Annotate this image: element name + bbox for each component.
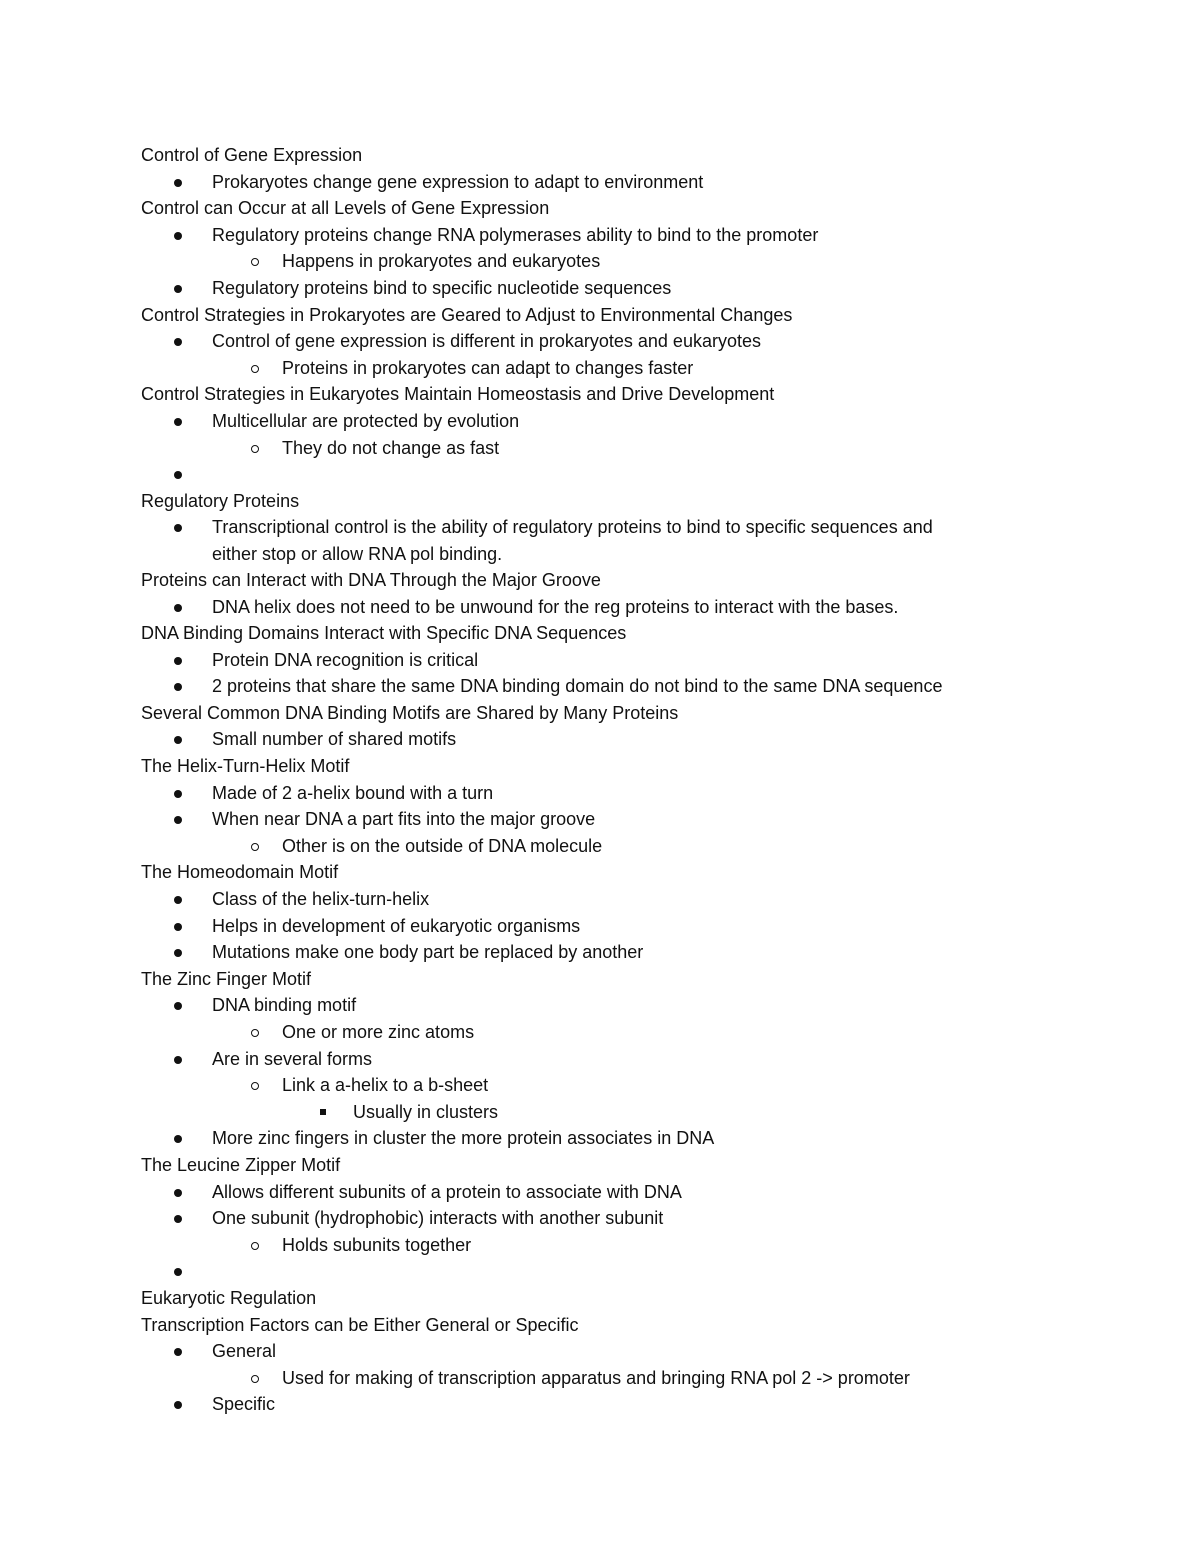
hollow-bullet-icon: [251, 258, 259, 266]
heading-text: DNA Binding Domains Interact with Specific DNA Sequences: [141, 623, 627, 644]
section-heading: [141, 1285, 1151, 1312]
bullet-item: [141, 1258, 1151, 1285]
bullet-text: Link a a-helix to a b-sheet: [282, 1075, 489, 1096]
bullet-item: [141, 1179, 1151, 1206]
bullet-item: [141, 833, 1151, 860]
bullet-text: DNA binding motif: [212, 995, 357, 1016]
bullet-text: Helps in development of eukaryotic organisms: [212, 915, 581, 936]
bullet-text: Regulatory proteins change RNA polymerases ability to bind to the promoter: [212, 224, 819, 245]
filled-bullet-icon: [174, 604, 182, 612]
bullet-item: [141, 1072, 1151, 1099]
section-heading: [141, 381, 1151, 408]
bullet-item: [141, 461, 1151, 488]
bullet-item: [141, 514, 1151, 541]
bullet-item: [141, 1046, 1151, 1073]
bullet-item: [141, 594, 1151, 621]
bullet-text: Prokaryotes change gene expression to adapt to environment: [212, 171, 704, 192]
filled-bullet-icon: [174, 683, 182, 691]
filled-bullet-icon: [174, 896, 182, 904]
section-heading: [141, 1152, 1151, 1179]
bullet-text: When near DNA a part fits into the major groove: [212, 809, 596, 830]
filled-bullet-icon: [174, 179, 182, 187]
bullet-text: Happens in prokaryotes and eukaryotes: [282, 251, 601, 272]
bullet-text: Control of gene expression is different in prokaryotes and eukaryotes: [212, 331, 761, 352]
section-heading: [141, 1312, 1151, 1339]
bullet-item: [141, 1391, 1151, 1418]
bullet-text: One subunit (hydrophobic) interacts with another subunit: [212, 1208, 664, 1229]
bullet-item: [141, 355, 1151, 382]
filled-bullet-icon: [174, 1056, 182, 1064]
filled-bullet-icon: [174, 657, 182, 665]
document-body: [141, 142, 1151, 1418]
bullet-text: Specific: [212, 1394, 276, 1415]
bullet-text: General: [212, 1341, 277, 1362]
bullet-item: [141, 939, 1151, 966]
heading-text: Control Strategies in Eukaryotes Maintain Homeostasis and Drive Development: [141, 384, 775, 405]
filled-bullet-icon: [174, 923, 182, 931]
bullet-item: [141, 408, 1151, 435]
bullet-text: Usually in clusters: [353, 1101, 499, 1122]
section-heading: [141, 142, 1151, 169]
filled-bullet-icon: [174, 1401, 182, 1409]
filled-bullet-icon: [174, 1268, 182, 1276]
bullet-text: Holds subunits together: [282, 1234, 472, 1255]
section-heading: [141, 195, 1151, 222]
hollow-bullet-icon: [251, 843, 259, 851]
bullet-text: 2 proteins that share the same DNA binding domain do not bind to the same DNA sequence: [212, 676, 943, 697]
bullet-item: [141, 169, 1151, 196]
heading-text: Proteins can Interact with DNA Through the Major Groove: [141, 569, 601, 590]
bullet-item: [141, 806, 1151, 833]
section-heading: [141, 567, 1151, 594]
heading-text: The Helix-Turn-Helix Motif: [141, 756, 350, 777]
filled-bullet-icon: [174, 1189, 182, 1197]
heading-text: Transcription Factors can be Either General or Specific: [141, 1314, 579, 1335]
filled-bullet-icon: [174, 418, 182, 426]
section-heading: [141, 302, 1151, 329]
bullet-item: [141, 1099, 1151, 1126]
bullet-item: [141, 328, 1151, 355]
bullet-item: [141, 886, 1151, 913]
filled-bullet-icon: [174, 471, 182, 479]
bullet-item: [141, 1232, 1151, 1259]
bullet-item: [141, 913, 1151, 940]
bullet-item: [141, 248, 1151, 275]
hollow-bullet-icon: [251, 1082, 259, 1090]
bullet-text: More zinc fingers in cluster the more protein associates in DNA: [212, 1128, 715, 1149]
hollow-bullet-icon: [251, 445, 259, 453]
hollow-bullet-icon: [251, 1375, 259, 1383]
bullet-item: [141, 275, 1151, 302]
bullet-text: Multicellular are protected by evolution: [212, 410, 520, 431]
section-heading: [141, 620, 1151, 647]
filled-bullet-icon: [174, 1002, 182, 1010]
bullet-text: They do not change as fast: [282, 437, 500, 458]
section-heading: [141, 753, 1151, 780]
hollow-bullet-icon: [251, 1242, 259, 1250]
heading-text: Control Strategies in Prokaryotes are Geared to Adjust to Environmental Changes: [141, 304, 793, 325]
bullet-item: [141, 780, 1151, 807]
bullet-item: [141, 726, 1151, 753]
filled-bullet-icon: [174, 1348, 182, 1356]
filled-bullet-icon: [174, 1135, 182, 1143]
bullet-item: [141, 992, 1151, 1019]
heading-text: Several Common DNA Binding Motifs are Shared by Many Proteins: [141, 702, 679, 723]
filled-bullet-icon: [174, 285, 182, 293]
bullet-item: [141, 1338, 1151, 1365]
heading-text: The Leucine Zipper Motif: [141, 1154, 341, 1175]
bullet-text: Transcriptional control is the ability of regulatory proteins to bind to specific sequences and: [212, 517, 933, 538]
bullet-text: Are in several forms: [212, 1048, 373, 1069]
square-bullet-icon: [320, 1109, 326, 1115]
hollow-bullet-icon: [251, 1029, 259, 1037]
bullet-item: [141, 222, 1151, 249]
bullet-item: [141, 435, 1151, 462]
bullet-text: Made of 2 a-helix bound with a turn: [212, 782, 494, 803]
bullet-item: [141, 1125, 1151, 1152]
filled-bullet-icon: [174, 232, 182, 240]
section-heading: [141, 488, 1151, 515]
filled-bullet-icon: [174, 338, 182, 346]
bullet-text: Class of the helix-turn-helix: [212, 889, 430, 910]
filled-bullet-icon: [174, 949, 182, 957]
bullet-text: Other is on the outside of DNA molecule: [282, 835, 603, 856]
heading-text: Control of Gene Expression: [141, 145, 363, 165]
heading-text: The Zinc Finger Motif: [141, 968, 312, 989]
filled-bullet-icon: [174, 816, 182, 824]
bullet-text: Proteins in prokaryotes can adapt to changes faster: [282, 357, 694, 378]
bullet-text: either stop or allow RNA pol binding.: [212, 543, 503, 564]
bullet-text: One or more zinc atoms: [282, 1022, 475, 1042]
bullet-item: [141, 1365, 1151, 1392]
bullet-item: [141, 541, 1151, 567]
section-heading: [141, 700, 1151, 727]
section-heading: [141, 859, 1151, 886]
heading-text: The Homeodomain Motif: [141, 862, 339, 883]
bullet-text: DNA helix does not need to be unwound for the reg proteins to interact with the bases.: [212, 596, 899, 617]
heading-text: Regulatory Proteins: [141, 490, 300, 511]
bullet-item: [141, 673, 1151, 700]
section-heading: [141, 966, 1151, 993]
filled-bullet-icon: [174, 524, 182, 532]
heading-text: Control can Occur at all Levels of Gene Expression: [141, 198, 550, 219]
filled-bullet-icon: [174, 736, 182, 744]
hollow-bullet-icon: [251, 365, 259, 373]
bullet-item: [141, 1019, 1151, 1046]
heading-text: Eukaryotic Regulation: [141, 1287, 317, 1308]
filled-bullet-icon: [174, 790, 182, 798]
bullet-text: Small number of shared motifs: [212, 729, 457, 750]
bullet-text: Regulatory proteins bind to specific nucleotide sequences: [212, 277, 672, 298]
bullet-text: Allows different subunits of a protein to associate with DNA: [212, 1181, 682, 1202]
bullet-text: Protein DNA recognition is critical: [212, 649, 479, 670]
bullet-text: Mutations make one body part be replaced by another: [212, 942, 644, 963]
bullet-item: [141, 1205, 1151, 1232]
bullet-item: [141, 647, 1151, 674]
bullet-text: Used for making of transcription apparatus and bringing RNA pol 2 -> promoter: [282, 1367, 910, 1388]
filled-bullet-icon: [174, 1215, 182, 1223]
